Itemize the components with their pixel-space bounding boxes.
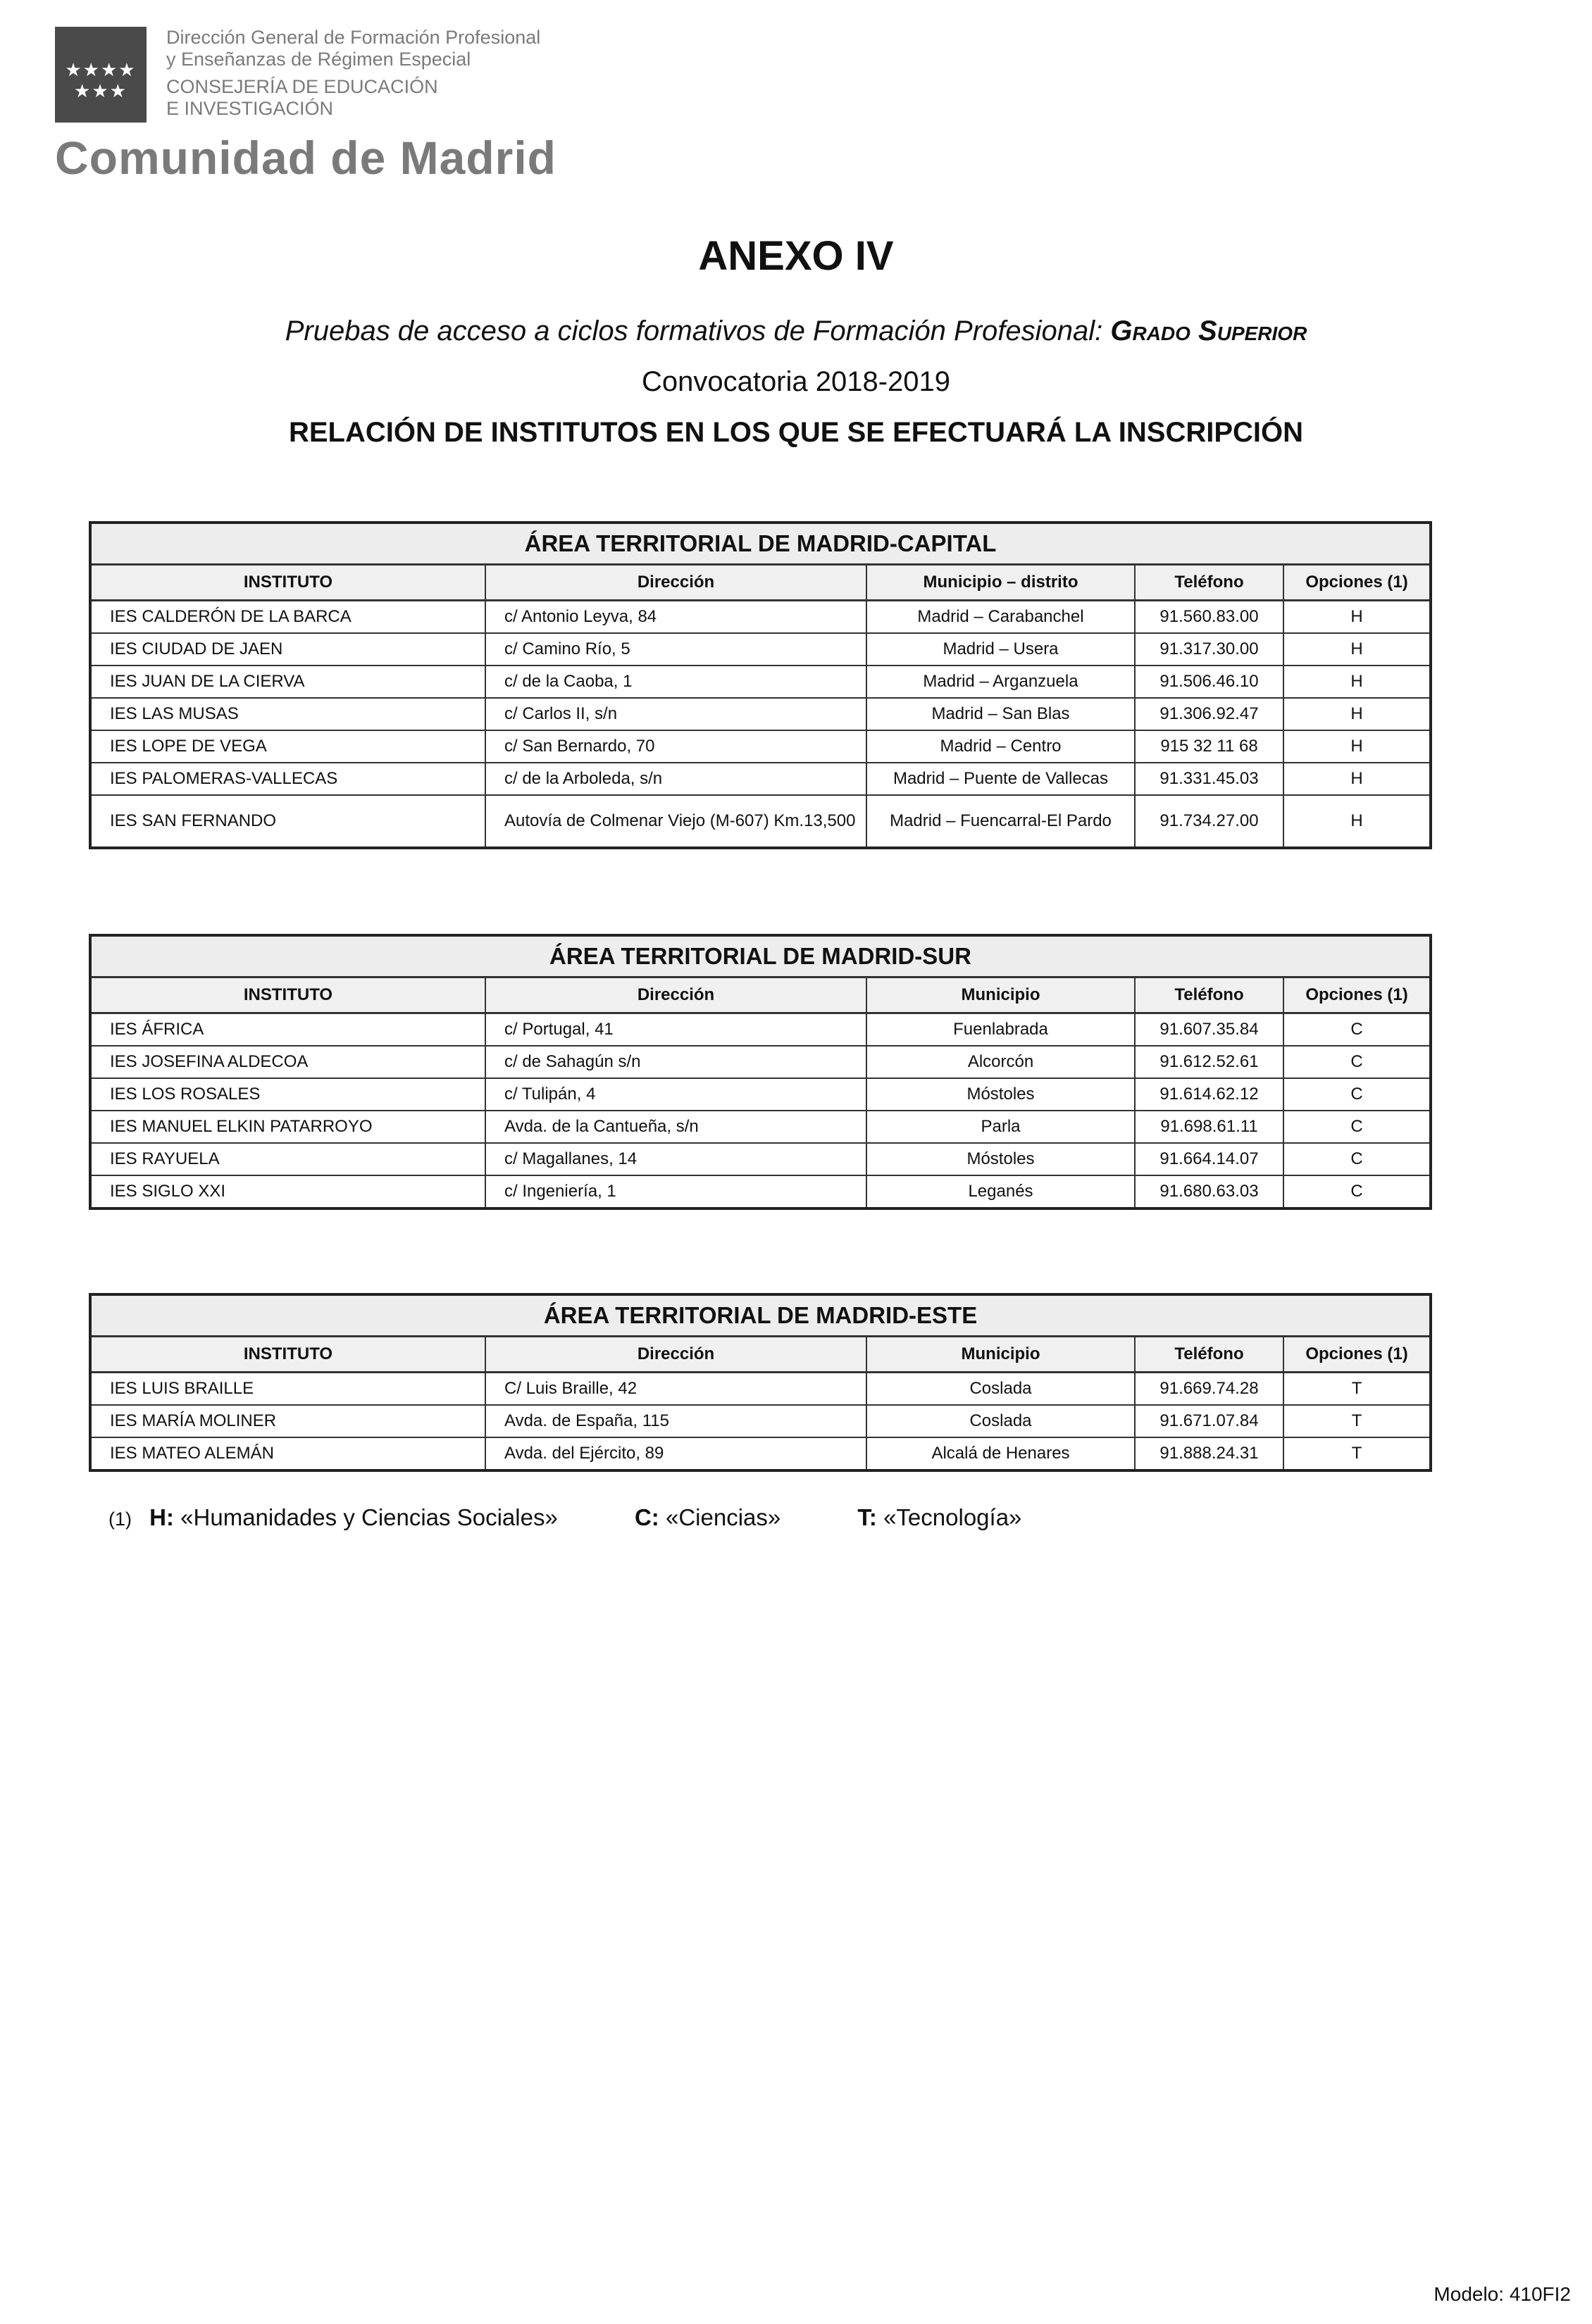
subtitle-prefix: Pruebas de acceso a ciclos formativos de Formación Profesional: [285,316,1111,346]
cell-phone: 91.612.52.61 [1135,1046,1283,1078]
area-title: ÁREA TERRITORIAL DE MADRID-ESTE [90,1294,1431,1337]
column-header: Municipio [866,977,1135,1013]
column-header: Teléfono [1135,977,1283,1013]
legend-text: «Ciencias» [665,1504,781,1530]
agency-line: E INVESTIGACIÓN [166,98,334,119]
table-row [90,1175,1431,1208]
table-row [90,763,1431,795]
table-madrid-sur [89,934,1432,1210]
cell-municipality: Fuenlabrada [866,1013,1135,1047]
cell-institute: IES MANUEL ELKIN PATARROYO [90,1111,485,1143]
column-header: INSTITUTO [90,565,485,601]
cell-address: c/ de la Caoba, 1 [485,666,866,698]
table-row [90,1373,1431,1406]
cell-municipality: Móstoles [866,1143,1135,1175]
cell-phone: 91.306.92.47 [1135,698,1283,730]
table-row [90,633,1431,666]
table-row [90,730,1431,763]
cell-municipality: Madrid – Fuencarral-El Pardo [866,795,1135,848]
cell-option: C [1283,1143,1431,1175]
cell-phone: 91.734.27.00 [1135,795,1283,848]
column-header: Municipio [866,1337,1135,1373]
legend-item-c [635,1504,781,1531]
column-header: Opciones (1) [1283,1337,1431,1373]
cell-address: Autovía de Colmenar Viejo (M-607) Km.13,500 [485,795,866,848]
legend-item-t [857,1504,1021,1531]
column-header: Opciones (1) [1283,565,1431,601]
cell-address: Avda. de España, 115 [485,1405,866,1437]
cell-municipality: Parla [866,1111,1135,1143]
cell-institute: IES JUAN DE LA CIERVA [90,666,485,698]
agency-line: CONSEJERÍA DE EDUCACIÓN [166,76,438,97]
cell-institute: IES LAS MUSAS [90,698,485,730]
cell-option: H [1283,730,1431,763]
cell-address: c/ Tulipán, 4 [485,1078,866,1111]
cell-option: H [1283,763,1431,795]
cell-option: H [1283,601,1431,634]
cell-option: T [1283,1373,1431,1406]
cell-phone: 91.614.62.12 [1135,1078,1283,1111]
cell-option: C [1283,1078,1431,1111]
cell-phone: 91.317.30.00 [1135,633,1283,666]
options-legend [108,1504,1092,1531]
cell-institute: IES MARÍA MOLINER [90,1405,485,1437]
cell-phone: 91.698.61.11 [1135,1111,1283,1143]
cell-institute: IES JOSEFINA ALDECOA [90,1046,485,1078]
call-year: Convocatoria 2018-2019 [641,366,951,397]
cell-municipality: Madrid – Usera [866,633,1135,666]
cell-option: H [1283,698,1431,730]
annex-title: ANEXO IV [698,233,894,279]
table-madrid-capital [89,521,1432,849]
cell-phone: 91.607.35.84 [1135,1013,1283,1047]
table-row [90,1111,1431,1143]
cell-address: c/ Portugal, 41 [485,1013,866,1047]
subtitle-grade: Grado Superior [1110,316,1307,346]
table-row [90,1046,1431,1078]
cell-address: c/ Camino Río, 5 [485,633,866,666]
legend-text: «Humanidades y Ciencias Sociales» [180,1504,558,1530]
cell-phone: 91.664.14.07 [1135,1143,1283,1175]
cell-municipality: Madrid – Centro [866,730,1135,763]
cell-option: H [1283,795,1431,848]
cell-municipality: Madrid – San Blas [866,698,1135,730]
legend-key: H: [149,1504,174,1530]
flag-stars: ★★★★ ★★★ [65,59,137,101]
agency-name [166,27,659,120]
cell-institute: IES LOS ROSALES [90,1078,485,1111]
table-row [90,1437,1431,1470]
cell-phone: 91.669.74.28 [1135,1373,1283,1406]
table-row [90,601,1431,634]
area-title: ÁREA TERRITORIAL DE MADRID-CAPITAL [90,523,1431,565]
cell-institute: IES MATEO ALEMÁN [90,1437,485,1470]
column-header: Teléfono [1135,1337,1283,1373]
cell-municipality: Coslada [866,1373,1135,1406]
cell-institute: IES LUIS BRAILLE [90,1373,485,1406]
cell-option: H [1283,633,1431,666]
brand-name: Comunidad de Madrid [55,132,556,184]
column-header: Teléfono [1135,565,1283,601]
table-row [90,1405,1431,1437]
cell-option: C [1283,1175,1431,1208]
cell-institute: IES PALOMERAS-VALLECAS [90,763,485,795]
cell-institute: IES LOPE DE VEGA [90,730,485,763]
cell-address: Avda. de la Cantueña, s/n [485,1111,866,1143]
cell-municipality: Leganés [866,1175,1135,1208]
cell-phone: 91.680.63.03 [1135,1175,1283,1208]
column-header: Dirección [485,565,866,601]
cell-phone: 91.560.83.00 [1135,601,1283,634]
cell-option: C [1283,1046,1431,1078]
cell-address: Avda. del Ejército, 89 [485,1437,866,1470]
cell-municipality: Móstoles [866,1078,1135,1111]
cell-municipality: Coslada [866,1405,1135,1437]
cell-address: c/ Carlos II, s/n [485,698,866,730]
table-row [90,1143,1431,1175]
cell-option: T [1283,1437,1431,1470]
document-subtitle [0,316,1592,347]
table-row [90,666,1431,698]
cell-municipality: Alcorcón [866,1046,1135,1078]
table-row [90,795,1431,848]
cell-phone: 91.888.24.31 [1135,1437,1283,1470]
table-row [90,1013,1431,1047]
cell-address: c/ Antonio Leyva, 84 [485,601,866,634]
cell-address: c/ Magallanes, 14 [485,1143,866,1175]
column-header: Opciones (1) [1283,977,1431,1013]
column-header: INSTITUTO [90,1337,485,1373]
cell-municipality: Madrid – Puente de Vallecas [866,763,1135,795]
table-madrid-este [89,1293,1432,1472]
cell-institute: IES ÁFRICA [90,1013,485,1047]
model-code: Modelo: 410FI2 [1434,2283,1571,2305]
cell-option: T [1283,1405,1431,1437]
column-header: Dirección [485,977,866,1013]
legend-item-h [149,1504,558,1531]
legend-key: T: [857,1504,877,1530]
column-header: Dirección [485,1337,866,1373]
cell-institute: IES CALDERÓN DE LA BARCA [90,601,485,634]
agency-line: y Enseñanzas de Régimen Especial [166,49,471,70]
column-header: INSTITUTO [90,977,485,1013]
cell-option: C [1283,1111,1431,1143]
cell-address: c/ San Bernardo, 70 [485,730,866,763]
cell-address: c/ de la Arboleda, s/n [485,763,866,795]
cell-phone: 91.331.45.03 [1135,763,1283,795]
agency-line: Dirección General de Formación Profesional [166,27,541,48]
cell-address: C/ Luis Braille, 42 [485,1373,866,1406]
cell-address: c/ de Sahagún s/n [485,1046,866,1078]
cell-municipality: Madrid – Arganzuela [866,666,1135,698]
legend-text: «Tecnología» [883,1504,1022,1530]
legend-note: (1) [108,1508,132,1530]
column-header: Municipio – distrito [866,565,1135,601]
cell-phone: 91.506.46.10 [1135,666,1283,698]
cell-institute: IES CIUDAD DE JAEN [90,633,485,666]
table-row [90,1078,1431,1111]
cell-phone: 915 32 11 68 [1135,730,1283,763]
cell-option: C [1283,1013,1431,1047]
legend-key: C: [634,1504,659,1530]
cell-institute: IES SAN FERNANDO [90,795,485,848]
area-title: ÁREA TERRITORIAL DE MADRID-SUR [90,935,1431,977]
cell-municipality: Alcalá de Henares [866,1437,1135,1470]
cell-institute: IES RAYUELA [90,1143,485,1175]
cell-option: H [1283,666,1431,698]
cell-municipality: Madrid – Carabanchel [866,601,1135,634]
madrid-flag-icon [55,27,147,123]
list-heading: RELACIÓN DE INSTITUTOS EN LOS QUE SE EFECTUARÁ LA INSCRIPCIÓN [288,417,1304,448]
cell-institute: IES SIGLO XXI [90,1175,485,1208]
cell-phone: 91.671.07.84 [1135,1405,1283,1437]
table-row [90,698,1431,730]
cell-address: c/ Ingeniería, 1 [485,1175,866,1208]
